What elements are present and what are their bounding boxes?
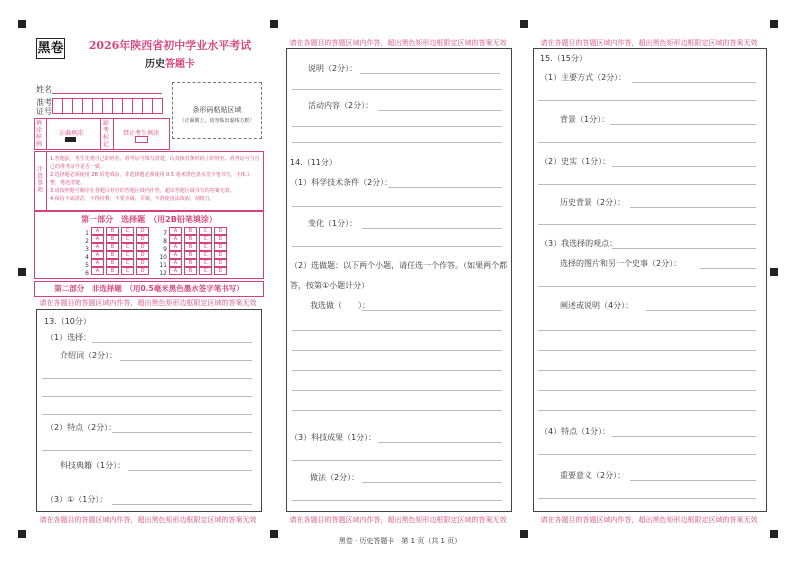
timing-mark	[18, 530, 26, 538]
mc-option-bubble[interactable]: D	[214, 235, 227, 243]
mc-question-row	[157, 242, 227, 253]
answer-line[interactable]	[538, 330, 756, 331]
mc-question-number: 4	[85, 254, 89, 261]
mc-option-bubble[interactable]: D	[136, 243, 149, 251]
page-subtitle	[80, 55, 260, 70]
timing-mark	[18, 20, 26, 28]
filled-sample-mark	[65, 137, 76, 142]
answer-line[interactable]	[292, 206, 502, 207]
q15-3b-label: 选择的图片和另一个史事（2分）：	[560, 259, 682, 268]
mc-question-number: 3	[85, 246, 89, 253]
answer-line[interactable]	[42, 396, 252, 397]
answer-line[interactable]	[538, 410, 756, 411]
q13-title: 13.（10分）	[44, 317, 91, 326]
q14-1b-label: 变化（1分）：	[308, 219, 358, 228]
mc-option-bubble[interactable]: C	[121, 227, 134, 235]
answer-line[interactable]	[612, 248, 756, 249]
warning-top-col3: 请在各题目的答题区域内作答，超出黑色矩形边框限定区域的答案无效	[540, 39, 758, 47]
mc-question-number: 10	[159, 254, 167, 261]
warning-top-col2: 请在各题目的答题区域内作答，超出黑色矩形边框限定区域的答案无效	[289, 39, 507, 47]
mc-option-bubble[interactable]: C	[199, 267, 212, 275]
mc-question-row	[79, 242, 149, 253]
mc-option-bubble[interactable]: B	[184, 243, 197, 251]
answer-line[interactable]	[612, 166, 756, 167]
mc-option-bubble[interactable]: D	[214, 251, 227, 259]
mc-question-row	[157, 258, 227, 269]
mc-question-row	[79, 250, 149, 261]
mc-question-number: 12	[159, 270, 167, 277]
answer-line[interactable]	[292, 246, 502, 247]
mc-option-bubble[interactable]: C	[121, 267, 134, 275]
absent-label: 禁止考生填涂	[123, 130, 160, 137]
mc-option-bubble[interactable]: C	[199, 251, 212, 259]
barcode-title: 条形码粘贴区域	[192, 106, 242, 114]
part1-title: 第一部分 选择题 （用2B铅笔填涂）	[81, 215, 217, 224]
answer-line[interactable]	[362, 228, 502, 229]
fill-sample-box	[34, 118, 170, 150]
mc-option-bubble[interactable]: B	[184, 267, 197, 275]
q15-2-label: （2）史实（1分）：	[540, 157, 611, 166]
answer-line[interactable]	[360, 73, 500, 74]
answer-line[interactable]	[630, 207, 756, 208]
q14-3-label: （3）科技成果（1分）：	[290, 433, 377, 442]
mc-question-number: 8	[163, 238, 167, 245]
answer-line[interactable]	[292, 410, 502, 411]
answer-line[interactable]	[538, 184, 756, 185]
mc-question-number: 7	[163, 230, 167, 237]
mc-option-bubble[interactable]: B	[184, 251, 197, 259]
q15-title: 15.（15分）	[540, 54, 587, 63]
warning-bottom-col3: 请在各题目的答题区域内作答，超出黑色矩形边框限定区域的答案无效	[540, 516, 758, 524]
mc-option-bubble[interactable]: C	[199, 235, 212, 243]
q13-3-label: （3）①（1分）：	[46, 495, 108, 504]
timing-mark	[18, 268, 26, 276]
name-label: 姓名	[36, 85, 52, 94]
answer-line[interactable]	[538, 370, 756, 371]
mc-option-bubble[interactable]: B	[184, 259, 197, 267]
mc-option-bubble[interactable]: C	[199, 259, 212, 267]
mc-option-bubble[interactable]: D	[214, 267, 227, 275]
answer-line[interactable]	[292, 330, 502, 331]
mc-option-bubble[interactable]: C	[199, 243, 212, 251]
huodong-label: 活动内容（2分）：	[308, 101, 374, 110]
q15-2b-label: 历史背景（2分）：	[560, 198, 626, 207]
notice-item: 2.选择题必须使用 2B 铅笔填涂，非选择题必须使用 0.5 毫米黑色墨水签字笔书写，字体工整，笔迹清楚。	[50, 172, 251, 186]
mc-option-bubble[interactable]: C	[121, 251, 134, 259]
notice-item: 4.保持卡面清洁，不得折叠，不要弄破、弄皱，不准使用涂改液、刮纸刀。	[50, 196, 215, 202]
timing-mark	[770, 530, 778, 538]
answer-line[interactable]	[378, 110, 502, 111]
answer-line[interactable]	[646, 310, 756, 311]
mc-question-row	[79, 266, 149, 277]
header-badge: 黑卷	[36, 38, 65, 59]
warning-bottom-col1: 请在各题目的答题区域内作答，超出黑色矩形边框限定区域的答案无效	[39, 516, 257, 524]
name-field[interactable]	[52, 93, 162, 94]
answer-line[interactable]	[700, 268, 756, 269]
answer-line[interactable]	[292, 370, 502, 371]
mc-option-bubble[interactable]: D	[136, 259, 149, 267]
mc-option-bubble[interactable]: D	[214, 243, 227, 251]
id-label-2: 证号	[36, 107, 52, 116]
answer-line[interactable]	[378, 442, 502, 443]
mc-option-bubble[interactable]: B	[106, 267, 119, 275]
notice-item: 3.请按照题号顺序在各题目对应的答题区域内作答，超出答题区域书写的答案无效。	[50, 188, 235, 194]
answer-line[interactable]	[42, 378, 252, 379]
shuoming-label: 说明（2分）：	[308, 64, 358, 73]
answer-line[interactable]	[538, 100, 756, 101]
mc-option-bubble[interactable]: A	[169, 251, 182, 259]
answer-line[interactable]	[538, 224, 756, 225]
fill-sample-label: 正确填涂	[59, 130, 84, 137]
mc-option-bubble[interactable]: D	[136, 235, 149, 243]
answer-line[interactable]	[538, 350, 756, 351]
answer-line[interactable]	[292, 142, 502, 143]
mc-option-bubble[interactable]: D	[136, 267, 149, 275]
q14-2-label-b: 答，按第①小题计分）	[290, 281, 370, 290]
notice-side-label: 注意事项	[37, 166, 44, 194]
answer-line[interactable]	[362, 310, 502, 311]
mc-question-row	[157, 226, 227, 237]
q13-2b-label: 科技典籍（1分）：	[60, 461, 126, 470]
mc-question-number: 1	[85, 230, 89, 237]
answer-line[interactable]	[292, 460, 502, 461]
absent-side-label: 缺考标记	[103, 120, 110, 148]
mc-option-bubble[interactable]: A	[91, 243, 104, 251]
answer-line[interactable]	[538, 454, 756, 455]
mc-option-bubble[interactable]: A	[91, 259, 104, 267]
q15-1-label: （1）主要方式（2分）：	[540, 73, 627, 82]
page-title: 2026年陕西省初中学业水平考试	[88, 39, 252, 52]
absent-checkbox[interactable]	[135, 136, 148, 143]
barcode-note: （正面朝上，切勿贴出虚线方框）	[179, 118, 255, 124]
answer-line[interactable]	[112, 504, 252, 505]
mc-option-bubble[interactable]: D	[136, 227, 149, 235]
mc-option-bubble[interactable]: A	[91, 267, 104, 275]
mc-option-bubble[interactable]: C	[121, 235, 134, 243]
q14-2-label-a: （2）选做题：以下两个小题，请任选一个作答。（如果两个都	[290, 261, 508, 270]
fill-side-label: 填涂样例	[36, 120, 43, 148]
mc-group-left	[79, 226, 149, 277]
timing-mark	[770, 20, 778, 28]
mc-question-number: 2	[85, 238, 89, 245]
q13-1b-label: 介绍词（2分）：	[60, 351, 118, 360]
mc-option-bubble[interactable]: B	[106, 251, 119, 259]
exam-id-boxes[interactable]	[52, 98, 164, 114]
mc-option-bubble[interactable]: C	[121, 259, 134, 267]
mc-option-bubble[interactable]: C	[121, 243, 134, 251]
mc-option-bubble[interactable]: A	[169, 243, 182, 251]
mc-question-number: 6	[85, 270, 89, 277]
mc-question-row	[157, 234, 227, 245]
q15-3c-label: 阐述或说明（4分）：	[560, 301, 634, 310]
notice-box	[34, 151, 264, 211]
q13-2-label: （2）特点（2分）：	[46, 423, 117, 432]
timing-mark	[270, 20, 278, 28]
mc-option-bubble[interactable]: B	[184, 235, 197, 243]
part2-title: 第二部分 非选择题 （用0.5毫米黑色墨水签字笔书写）	[54, 284, 244, 293]
mc-option-bubble[interactable]: A	[91, 227, 104, 235]
timing-mark	[270, 530, 278, 538]
q14-1-label: （1）科学技术条件（2分）：	[290, 178, 393, 187]
mc-question-row	[157, 250, 227, 261]
mc-option-bubble[interactable]: B	[106, 243, 119, 251]
answer-line[interactable]	[292, 500, 502, 501]
mc-question-row	[79, 234, 149, 245]
mc-question-number: 11	[159, 262, 167, 269]
answer-line[interactable]	[292, 126, 502, 127]
mc-option-bubble[interactable]: D	[136, 251, 149, 259]
timing-mark	[520, 20, 528, 28]
q13-1-label: （1）选择：	[46, 333, 92, 342]
q14-title: 14.（11分）	[290, 158, 337, 167]
mc-question-row	[79, 258, 149, 269]
exam-id-digit-box[interactable]	[152, 98, 163, 114]
mc-option-bubble[interactable]: D	[214, 259, 227, 267]
q15-4-label: （4）特点（1分）：	[540, 427, 611, 436]
mc-group-right	[157, 226, 227, 277]
answer-line[interactable]	[292, 89, 502, 90]
answer-line[interactable]	[292, 390, 502, 391]
page-footer: 黑卷 · 历史答题卡 第 1 页（共 1 页）	[338, 537, 462, 545]
mc-option-bubble[interactable]: A	[169, 227, 182, 235]
part1-box	[34, 211, 264, 279]
answer-line[interactable]	[612, 436, 756, 437]
warning-bottom-col2: 请在各题目的答题区域内作答，超出黑色矩形边框限定区域的答案无效	[289, 516, 507, 524]
warning-top-col1: 请在各题目的答题区域内作答，超出黑色矩形边框限定区域的答案无效	[39, 299, 257, 307]
id-label-1: 准考	[36, 98, 52, 107]
mc-question-number: 9	[163, 246, 167, 253]
answer-line[interactable]	[128, 470, 252, 471]
mc-option-bubble[interactable]: A	[91, 235, 104, 243]
answer-line[interactable]	[120, 360, 252, 361]
mc-question-row	[79, 226, 149, 237]
q15-1b-label: 背景（1分）：	[560, 115, 610, 124]
mc-option-bubble[interactable]: B	[106, 227, 119, 235]
answer-line[interactable]	[92, 342, 252, 343]
notice-list	[50, 155, 260, 203]
answer-line[interactable]	[42, 450, 252, 451]
mc-option-bubble[interactable]: A	[169, 235, 182, 243]
mc-option-bubble[interactable]: D	[214, 227, 227, 235]
answer-line[interactable]	[632, 82, 756, 83]
answer-line[interactable]	[630, 480, 756, 481]
answer-line[interactable]	[538, 142, 756, 143]
answer-line[interactable]	[610, 124, 756, 125]
mc-option-bubble[interactable]: C	[199, 227, 212, 235]
answer-line[interactable]	[538, 390, 756, 391]
mc-option-bubble[interactable]: A	[91, 251, 104, 259]
timing-mark	[770, 268, 778, 276]
q14-2-choice-label: 我选做（ ）：	[310, 301, 370, 310]
answer-line[interactable]	[538, 498, 756, 499]
answer-line[interactable]	[388, 187, 502, 188]
answer-line[interactable]	[292, 350, 502, 351]
part2-box	[34, 281, 264, 297]
q15-4b-label: 重要意义（2分）：	[560, 471, 626, 480]
mc-option-bubble[interactable]: B	[106, 235, 119, 243]
mc-question-row	[157, 266, 227, 277]
notice-item: 1.答题前，考生先将自己的姓名、准考证号填写清楚，认真核对条形码上的姓名、准考证号与自己的准考证号是否一致。	[50, 156, 260, 170]
timing-mark	[520, 530, 528, 538]
subtitle-prefix: 历史	[145, 59, 165, 70]
answer-line[interactable]	[42, 414, 252, 415]
mc-option-bubble[interactable]: A	[169, 259, 182, 267]
mc-option-bubble[interactable]: B	[184, 227, 197, 235]
mc-question-number: 5	[85, 262, 89, 269]
q14-3b-label: 做法（2分）：	[310, 473, 360, 482]
answer-line[interactable]	[112, 432, 252, 433]
mc-option-bubble[interactable]: A	[169, 267, 182, 275]
q15-3-label: （3）我选择的观点：	[540, 239, 618, 248]
mc-option-bubble[interactable]: B	[106, 259, 119, 267]
answer-line[interactable]	[362, 482, 502, 483]
barcode-area	[172, 82, 262, 139]
answer-line[interactable]	[538, 286, 756, 287]
subtitle-suffix: 答题卡	[165, 59, 195, 70]
